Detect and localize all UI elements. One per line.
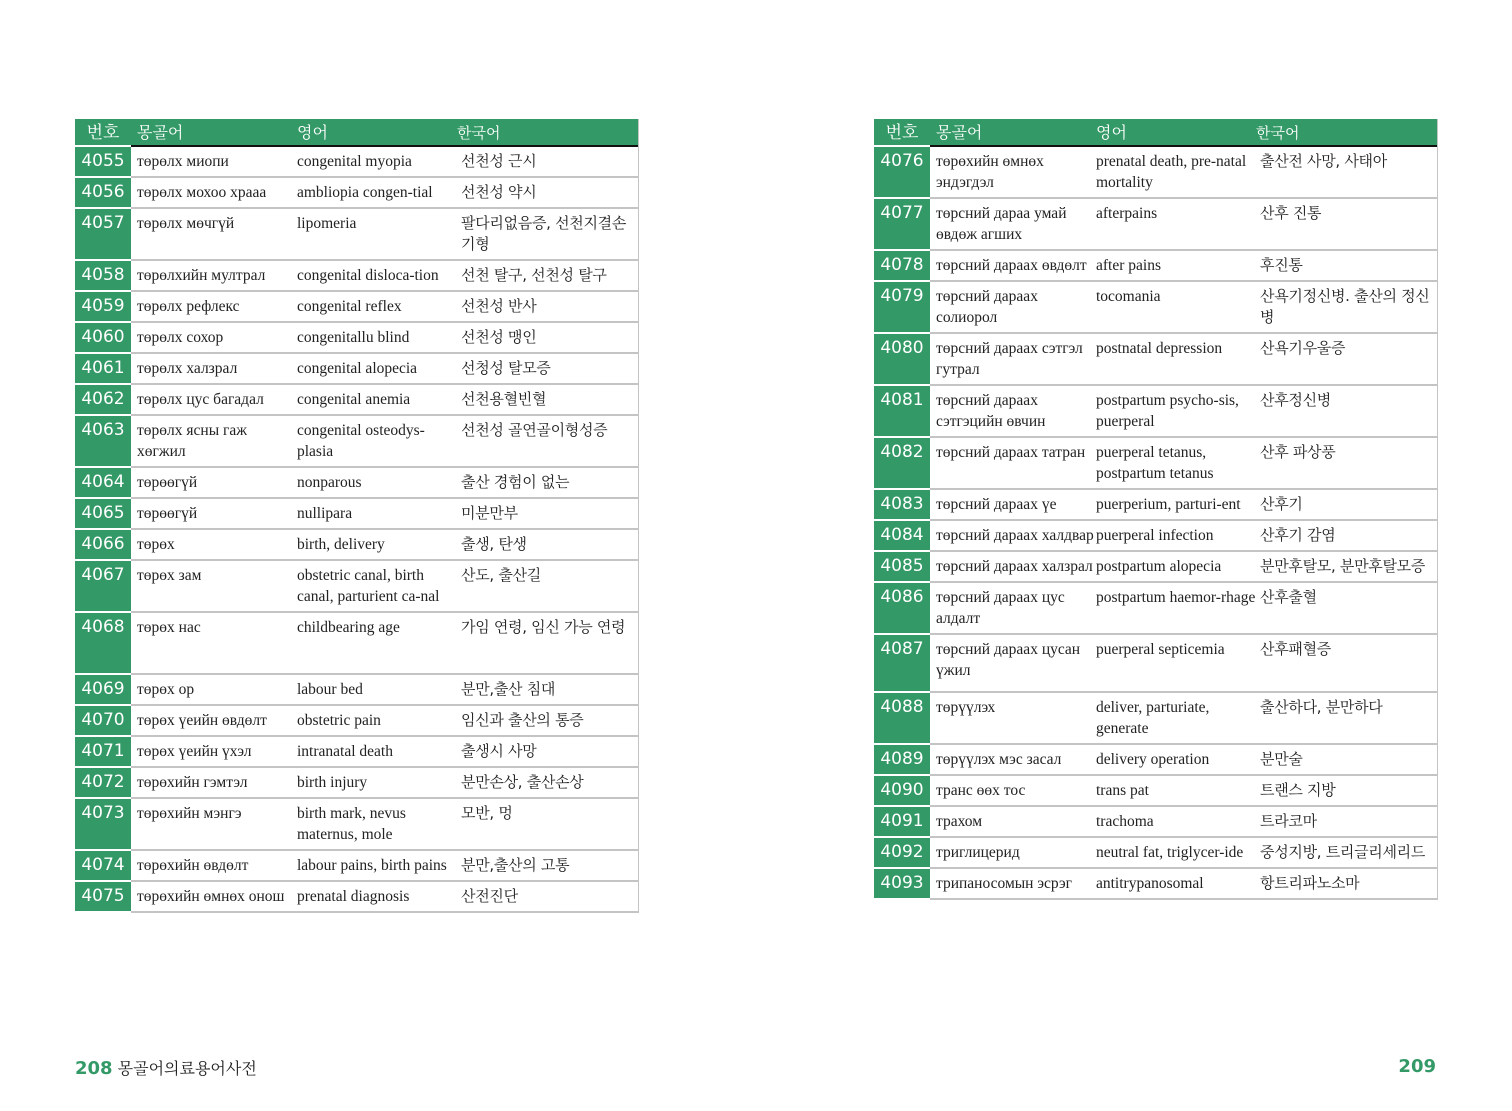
entry-number: 4062 (75, 385, 131, 416)
table-row (874, 334, 1437, 386)
mongolian-term: төрөх үеийн үхэл (131, 737, 297, 768)
entry-number: 4071 (75, 737, 131, 768)
entry-number: 4055 (75, 147, 131, 178)
entry-number: 4059 (75, 292, 131, 323)
english-term: nullipara (297, 499, 461, 530)
header-mongolian: 몽골어 (930, 119, 1096, 147)
entry-number: 4086 (874, 583, 930, 635)
entry-number: 4061 (75, 354, 131, 385)
english-term: congenital alopecia (297, 354, 461, 385)
book-title: 몽골어의료용어사전 (117, 1059, 257, 1078)
english-term: congenital osteodys-plasia (297, 416, 461, 468)
english-term: postpartum psycho-sis, puerperal (1096, 386, 1260, 438)
mongolian-term: төрүүлэх (930, 693, 1096, 745)
english-term: puerperium, parturi-ent (1096, 490, 1260, 521)
mongolian-term: транс өөх тос (930, 776, 1096, 807)
mongolian-term: төрөлх мохоо храаа (131, 178, 297, 209)
mongolian-term: төрсний дараах цусан үжил (930, 635, 1096, 693)
entry-number: 4068 (75, 613, 131, 675)
korean-term: 미분만부 (461, 499, 638, 530)
mongolian-term: төрөөгүй (131, 499, 297, 530)
mongolian-term: төрөхийн гэмтэл (131, 768, 297, 799)
english-term: antitrypanosomal (1096, 869, 1260, 900)
korean-term: 선천 탈구, 선천성 탈구 (461, 261, 638, 292)
table-row (75, 851, 638, 882)
table-row (75, 799, 638, 851)
table-row (874, 438, 1437, 490)
korean-term: 출산하다, 분만하다 (1260, 693, 1437, 745)
table-row (874, 147, 1437, 199)
entry-number: 4075 (75, 882, 131, 913)
table-row (874, 552, 1437, 583)
english-term: puerperal infection (1096, 521, 1260, 552)
english-term: intranatal death (297, 737, 461, 768)
korean-term: 선천성 반사 (461, 292, 638, 323)
korean-term: 트라코마 (1260, 807, 1437, 838)
korean-term: 선천용혈빈혈 (461, 385, 638, 416)
table-row (75, 499, 638, 530)
korean-term: 산후정신병 (1260, 386, 1437, 438)
korean-term: 선천성 맹인 (461, 323, 638, 354)
korean-term: 분만,출산 침대 (461, 675, 638, 706)
english-term: birth injury (297, 768, 461, 799)
table-row (874, 251, 1437, 282)
mongolian-term: төрөлх сохор (131, 323, 297, 354)
mongolian-term: төрөх (131, 530, 297, 561)
header-mongolian: 몽골어 (131, 119, 297, 147)
english-term: birth, delivery (297, 530, 461, 561)
entry-number: 4073 (75, 799, 131, 851)
korean-term: 산후기 (1260, 490, 1437, 521)
entry-number: 4067 (75, 561, 131, 613)
table-row (874, 693, 1437, 745)
korean-term: 팔다리없음증, 선천지결손기형 (461, 209, 638, 261)
entry-number: 4092 (874, 838, 930, 869)
english-term: congenital myopia (297, 147, 461, 178)
mongolian-term: төрөлхийн мултрал (131, 261, 297, 292)
left-page-footer (75, 1056, 257, 1079)
korean-term: 가임 연령, 임신 가능 연령 (461, 613, 638, 675)
table-row (75, 613, 638, 675)
mongolian-term: трипаносомын эсрэг (930, 869, 1096, 900)
mongolian-term: төрөлх мөчгүй (131, 209, 297, 261)
mongolian-term: төрөлх рефлекс (131, 292, 297, 323)
page-number: 208 (75, 1058, 113, 1079)
entry-number: 4088 (874, 693, 930, 745)
english-term: ambliopia congen-tial (297, 178, 461, 209)
mongolian-term: төрөхийн өвдөлт (131, 851, 297, 882)
header-num: 번호 (874, 119, 930, 147)
table-row (874, 869, 1437, 900)
table-row (75, 178, 638, 209)
mongolian-term: төрсний дараах халзрал (930, 552, 1096, 583)
english-term: congenitallu blind (297, 323, 461, 354)
table-row (874, 635, 1437, 693)
mongolian-term: төрүүлэх мэс засал (930, 745, 1096, 776)
english-term: obstetric canal, birth canal, parturient ca-nal (297, 561, 461, 613)
table-row (874, 386, 1437, 438)
korean-term: 항트리파노소마 (1260, 869, 1437, 900)
header-english: 영어 (297, 119, 457, 147)
english-term: afterpains (1096, 199, 1260, 251)
korean-term: 산후기 감염 (1260, 521, 1437, 552)
mongolian-term: төрсний дараах татран (930, 438, 1096, 490)
korean-term: 산전진단 (461, 882, 638, 913)
mongolian-term: төрсний дараах үе (930, 490, 1096, 521)
mongolian-term: төрөхийн өмнөх эндэгдэл (930, 147, 1096, 199)
mongolian-term: төрөөгүй (131, 468, 297, 499)
korean-term: 출산전 사망, 사태아 (1260, 147, 1437, 199)
korean-term: 선천성 근시 (461, 147, 638, 178)
table-header (75, 119, 638, 147)
entry-number: 4078 (874, 251, 930, 282)
entry-number: 4056 (75, 178, 131, 209)
table-header (874, 119, 1437, 147)
table-row (75, 147, 638, 178)
mongolian-term: төрөлх халзрал (131, 354, 297, 385)
table-row (75, 261, 638, 292)
entry-number: 4090 (874, 776, 930, 807)
entry-number: 4079 (874, 282, 930, 334)
korean-term: 출생, 탄생 (461, 530, 638, 561)
header-num: 번호 (75, 119, 131, 147)
english-term: labour pains, birth pains (297, 851, 461, 882)
korean-term: 중성지방, 트리글리세리드 (1260, 838, 1437, 869)
entry-number: 4085 (874, 552, 930, 583)
table-row (75, 706, 638, 737)
mongolian-term: төрөх үеийн өвдөлт (131, 706, 297, 737)
entry-number: 4057 (75, 209, 131, 261)
entry-number: 4072 (75, 768, 131, 799)
korean-term: 산욕기정신병. 출산의 정신병 (1260, 282, 1437, 334)
english-term: nonparous (297, 468, 461, 499)
entry-number: 4082 (874, 438, 930, 490)
mongolian-term: төрсний дараах цус алдалт (930, 583, 1096, 635)
entry-number: 4081 (874, 386, 930, 438)
korean-term: 선천성 골연골이형성증 (461, 416, 638, 468)
table-row (75, 530, 638, 561)
korean-term: 분만후탈모, 분만후탈모증 (1260, 552, 1437, 583)
entry-number: 4064 (75, 468, 131, 499)
english-term: labour bed (297, 675, 461, 706)
entry-number: 4070 (75, 706, 131, 737)
entry-number: 4080 (874, 334, 930, 386)
entry-number: 4083 (874, 490, 930, 521)
table-row (75, 561, 638, 613)
mongolian-term: төрөх нас (131, 613, 297, 675)
entry-number: 4063 (75, 416, 131, 468)
entry-number: 4093 (874, 869, 930, 900)
entry-number: 4084 (874, 521, 930, 552)
english-term: childbearing age (297, 613, 461, 675)
korean-term: 산욕기우울증 (1260, 334, 1437, 386)
english-term: postpartum alopecia (1096, 552, 1260, 583)
table-row (75, 292, 638, 323)
english-term: puerperal tetanus, postpartum tetanus (1096, 438, 1260, 490)
english-term: trans pat (1096, 776, 1260, 807)
english-term: prenatal death, pre-natal mortality (1096, 147, 1260, 199)
english-term: congenital disloca-tion (297, 261, 461, 292)
english-term: postnatal depression (1096, 334, 1260, 386)
english-term: birth mark, nevus maternus, mole (297, 799, 461, 851)
mongolian-term: төрсний дараах өвдөлт (930, 251, 1096, 282)
korean-term: 산후 진통 (1260, 199, 1437, 251)
table-row (874, 776, 1437, 807)
korean-term: 출생시 사망 (461, 737, 638, 768)
english-term: after pains (1096, 251, 1260, 282)
table-row (874, 199, 1437, 251)
english-term: congenital anemia (297, 385, 461, 416)
table-row (75, 416, 638, 468)
english-term: deliver, parturiate, generate (1096, 693, 1260, 745)
entry-number: 4077 (874, 199, 930, 251)
english-term: tocomania (1096, 282, 1260, 334)
table-row (75, 323, 638, 354)
korean-term: 선청성 탈모증 (461, 354, 638, 385)
table-row (874, 807, 1437, 838)
header-korean: 한국어 (457, 119, 638, 147)
table-row (874, 838, 1437, 869)
header-korean: 한국어 (1256, 119, 1437, 147)
english-term: delivery operation (1096, 745, 1260, 776)
mongolian-term: төрсний дараах халдвар (930, 521, 1096, 552)
entry-number: 4076 (874, 147, 930, 199)
mongolian-term: төрсний дараах солиорол (930, 282, 1096, 334)
korean-term: 산후패혈증 (1260, 635, 1437, 693)
korean-term: 분만,출산의 고통 (461, 851, 638, 882)
mongolian-term: төрөлх ясны гаж хөгжил (131, 416, 297, 468)
entry-number: 4089 (874, 745, 930, 776)
mongolian-term: төрөлх цус багадал (131, 385, 297, 416)
entry-number: 4066 (75, 530, 131, 561)
header-english: 영어 (1096, 119, 1256, 147)
table-row (874, 282, 1437, 334)
left-term-table (75, 119, 639, 913)
english-term: postpartum haemor-rhage (1096, 583, 1260, 635)
table-row (75, 737, 638, 768)
entry-number: 4087 (874, 635, 930, 693)
korean-term: 산후출혈 (1260, 583, 1437, 635)
mongolian-term: триглицерид (930, 838, 1096, 869)
page-number: 209 (1398, 1056, 1436, 1077)
english-term: puerperal septicemia (1096, 635, 1260, 693)
right-term-table (874, 119, 1438, 900)
mongolian-term: төрөх зам (131, 561, 297, 613)
korean-term: 후진통 (1260, 251, 1437, 282)
table-row (874, 745, 1437, 776)
korean-term: 산도, 출산길 (461, 561, 638, 613)
korean-term: 모반, 멍 (461, 799, 638, 851)
english-term: trachoma (1096, 807, 1260, 838)
table-row (75, 385, 638, 416)
english-term: congenital reflex (297, 292, 461, 323)
korean-term: 임신과 출산의 통증 (461, 706, 638, 737)
table-row (874, 490, 1437, 521)
table-row (75, 675, 638, 706)
mongolian-term: төрөлх миопи (131, 147, 297, 178)
entry-number: 4058 (75, 261, 131, 292)
table-row (75, 468, 638, 499)
table-row (874, 583, 1437, 635)
korean-term: 분만술 (1260, 745, 1437, 776)
entry-number: 4060 (75, 323, 131, 354)
english-term: obstetric pain (297, 706, 461, 737)
table-row (75, 882, 638, 913)
english-term: prenatal diagnosis (297, 882, 461, 913)
korean-term: 분만손상, 출산손상 (461, 768, 638, 799)
entry-number: 4069 (75, 675, 131, 706)
english-term: lipomeria (297, 209, 461, 261)
table-row (75, 768, 638, 799)
entry-number: 4065 (75, 499, 131, 530)
table-row (75, 209, 638, 261)
mongolian-term: төрсний дараа умай өвдөж агших (930, 199, 1096, 251)
entry-number: 4091 (874, 807, 930, 838)
mongolian-term: төрөхийн өмнөх онош (131, 882, 297, 913)
mongolian-term: төрөхийн мэнгэ (131, 799, 297, 851)
table-row (874, 521, 1437, 552)
korean-term: 산후 파상풍 (1260, 438, 1437, 490)
entry-number: 4074 (75, 851, 131, 882)
english-term: neutral fat, triglycer-ide (1096, 838, 1260, 869)
mongolian-term: төрөх ор (131, 675, 297, 706)
mongolian-term: трахом (930, 807, 1096, 838)
korean-term: 선천성 약시 (461, 178, 638, 209)
mongolian-term: төрсний дараах сэтгэцийн өвчин (930, 386, 1096, 438)
table-row (75, 354, 638, 385)
korean-term: 트랜스 지방 (1260, 776, 1437, 807)
mongolian-term: төрсний дараах сэтгэл гутрал (930, 334, 1096, 386)
korean-term: 출산 경험이 없는 (461, 468, 638, 499)
